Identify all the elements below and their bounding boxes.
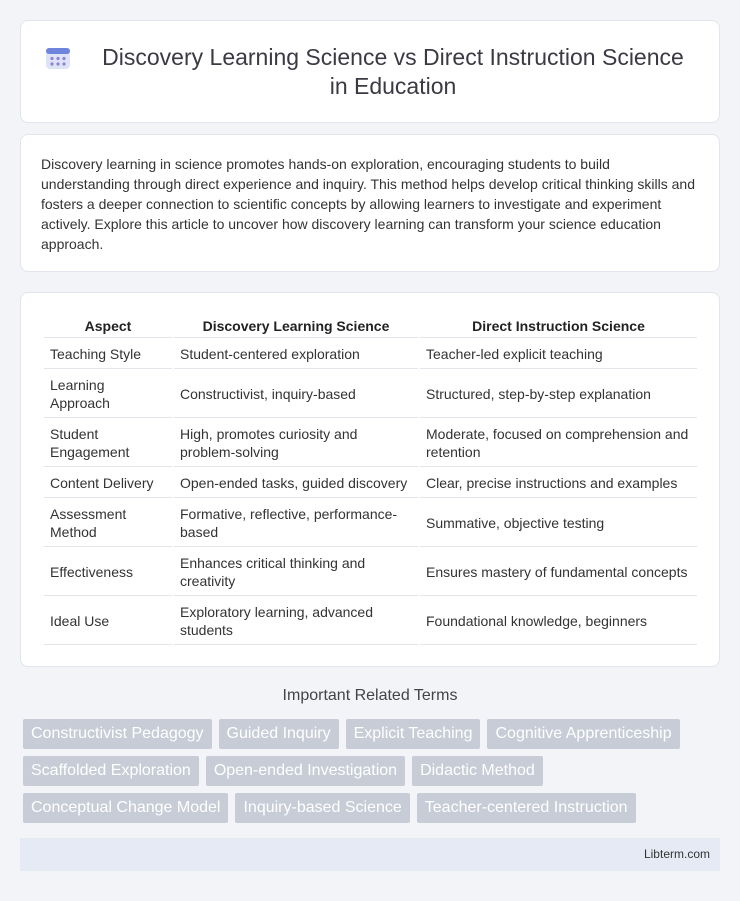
table-cell: Student Engagement <box>44 420 172 467</box>
tag-row <box>23 719 723 749</box>
table-cell: Ensures mastery of fundamental concepts <box>420 549 697 596</box>
table-row <box>44 340 697 369</box>
table-cell: Constructivist, inquiry-based <box>174 371 418 418</box>
table-cell: Content Delivery <box>44 469 172 498</box>
footer-brand-link[interactable]: Libterm.com <box>643 847 710 861</box>
footer <box>20 838 720 871</box>
table-cell: Ideal Use <box>44 598 172 645</box>
table-cell: Learning Approach <box>44 371 172 418</box>
related-terms-list <box>23 719 723 830</box>
term-tag[interactable]: Teacher-centered Instruction <box>417 793 636 823</box>
table-cell: Summative, objective testing <box>420 500 697 547</box>
table-row <box>44 420 697 467</box>
intro-paragraph: Discovery learning in science promotes hands-on exploration, encouraging students to build understanding through direct experience and inquiry. This method helps develop critical thinking skills and fosters a deeper connection to scientific concepts by allowing learners to investigate and experiment actively. Explore this article to uncover how discovery learning can transform your science education approach. <box>41 156 695 252</box>
intro-card <box>20 134 720 272</box>
term-tag[interactable]: Inquiry-based Science <box>235 793 409 823</box>
table-row <box>44 469 697 498</box>
related-terms-title: Important Related Terms <box>282 687 458 704</box>
term-tag[interactable]: Guided Inquiry <box>219 719 339 749</box>
term-tag[interactable]: Constructivist Pedagogy <box>23 719 212 749</box>
page-title: Discovery Learning Science vs Direct Instruction Science in Education <box>102 43 684 99</box>
table-cell: Enhances critical thinking and creativity <box>174 549 418 596</box>
header-card <box>20 20 720 123</box>
tag-row <box>23 756 723 786</box>
table-cell: Assessment Method <box>44 500 172 547</box>
comparison-table-card <box>20 292 720 667</box>
term-tag[interactable]: Conceptual Change Model <box>23 793 228 823</box>
term-tag[interactable]: Scaffolded Exploration <box>23 756 199 786</box>
table-cell: Teaching Style <box>44 340 172 369</box>
table-row <box>44 500 697 547</box>
table-header-row <box>44 313 697 338</box>
table-cell: Structured, step-by-step explanation <box>420 371 697 418</box>
table-cell: Effectiveness <box>44 549 172 596</box>
term-tag[interactable]: Explicit Teaching <box>346 719 481 749</box>
table-cell: High, promotes curiosity and problem-solving <box>174 420 418 467</box>
table-row <box>44 371 697 418</box>
comparison-table <box>42 311 699 647</box>
table-cell: Teacher-led explicit teaching <box>420 340 697 369</box>
table-cell: Open-ended tasks, guided discovery <box>174 469 418 498</box>
column-header: Aspect <box>44 313 172 338</box>
column-header: Direct Instruction Science <box>420 313 697 338</box>
table-cell: Exploratory learning, advanced students <box>174 598 418 645</box>
table-row <box>44 598 697 645</box>
table-cell: Student-centered exploration <box>174 340 418 369</box>
term-tag[interactable]: Open-ended Investigation <box>206 756 405 786</box>
table-row <box>44 549 697 596</box>
table-cell: Foundational knowledge, beginners <box>420 598 697 645</box>
calendar-icon <box>45 45 71 71</box>
table-cell: Moderate, focused on comprehension and retention <box>420 420 697 467</box>
table-cell: Formative, reflective, performance-based <box>174 500 418 547</box>
term-tag[interactable]: Didactic Method <box>412 756 543 786</box>
column-header: Discovery Learning Science <box>174 313 418 338</box>
table-cell: Clear, precise instructions and examples <box>420 469 697 498</box>
term-tag[interactable]: Cognitive Apprenticeship <box>487 719 679 749</box>
tag-row <box>23 793 723 823</box>
